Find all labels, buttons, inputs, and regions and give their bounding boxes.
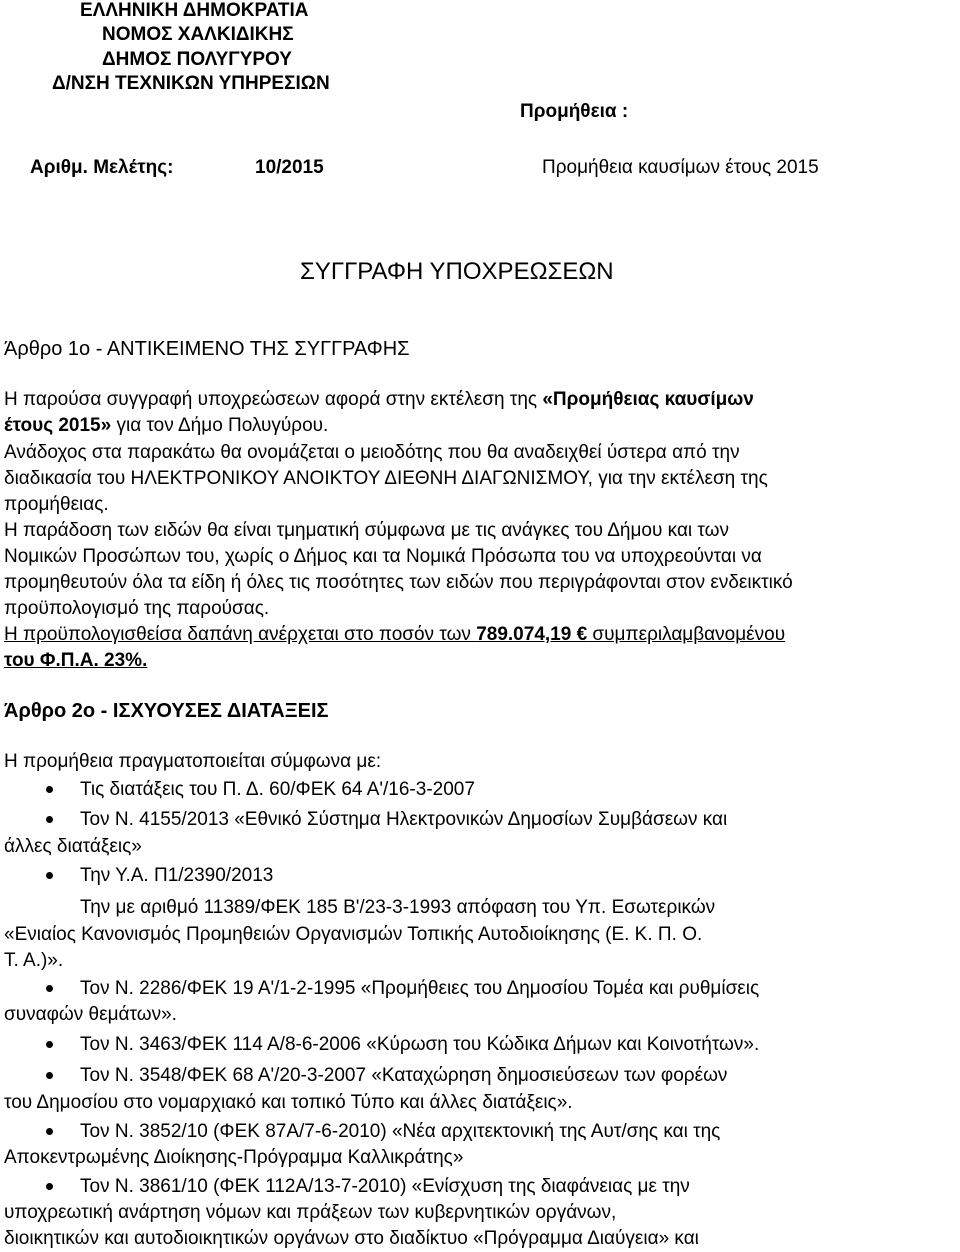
- article1-heading: Άρθρο 1ο - ΑΝΤΙΚΕΙΜΕΝΟ ΤΗΣ ΣΥΓΓΡΑΦΗΣ: [4, 338, 410, 360]
- law-item: Τον Ν. 4155/2013 «Εθνικό Σύστημα Ηλεκτρονικών Δημοσίων Συμβάσεων και: [80, 809, 728, 830]
- law-item-cont: υποχρεωτική ανάρτηση νόμων και πράξεων των κυβερνητικών οργάνων,: [4, 1202, 617, 1223]
- bullet-icon: [46, 872, 53, 879]
- header-country: ΕΛΛΗΝΙΚΗ ΔΗΜΟΚΡΑΤΙΑ: [80, 0, 309, 21]
- article1-line: προμηθευτούν όλα τα είδη ή όλες τις ποσότητες των ειδών που περιγράφονται στον ενδεικτικό: [4, 572, 793, 593]
- law-item-cont: άλλες διατάξεις»: [4, 836, 142, 857]
- study-number: 10/2015: [255, 157, 324, 178]
- law-item-cont: Αποκεντρωμένης Διοίκησης-Πρόγραμμα Καλλικράτης»: [4, 1147, 464, 1168]
- law-item: Τον Ν. 3861/10 (ΦΕΚ 112Α/13-7-2010) «Ενίσχυση της διαφάνειας με την: [80, 1176, 690, 1197]
- bullet-icon: [46, 816, 53, 823]
- article2-intro: Η προμήθεια πραγματοποιείται σύμφωνα με:: [4, 751, 382, 772]
- budget-text: Η προϋπολογισθείσα δαπάνη ανέρχεται στο ποσόν των: [4, 624, 477, 645]
- article2-heading: Άρθρο 2ο - ΙΣΧΥΟΥΣΕΣ ΔΙΑΤΑΞΕΙΣ: [4, 700, 329, 722]
- law-item-cont: Τ. Α.)».: [4, 950, 64, 971]
- supply-label: Προμήθεια :: [520, 101, 629, 122]
- law-item-cont: «Ενιαίος Κανονισμός Προμηθειών Οργανισμών Τοπικής Αυτοδιοίκησης (Ε. Κ. Π. Ο.: [4, 924, 703, 945]
- law-item: Τον Ν. 3463/ΦΕΚ 114 Α/8-6-2006 «Κύρωση του Κώδικα Δήμων και Κοινοτήτων».: [80, 1034, 760, 1055]
- article1-line: Η παρούσα συγγραφή υποχρεώσεων αφορά στην εκτέλεση της «Προμήθειας καυσίμων: [4, 389, 754, 410]
- budget-line: [4, 622, 785, 648]
- article1-line: Η παράδοση των ειδών θα είναι τμηματική σύμφωνα με τις ανάγκες του Δήμου και των: [4, 520, 729, 541]
- law-item: Την με αριθμό 11389/ΦΕΚ 185 Β'/23-3-1993 απόφαση του Υπ. Εσωτερικών: [80, 897, 716, 918]
- budget-amount: 789.074,19 €: [476, 624, 588, 645]
- law-item: Τον Ν. 3548/ΦΕΚ 68 Α'/20-3-2007 «Καταχώρηση δημοσιεύσεων των φορέων: [80, 1065, 728, 1086]
- law-item-cont: του Δημοσίου στο νομαρχιακό και τοπικό Τύπο και άλλες διατάξεις».: [4, 1092, 573, 1113]
- law-item-cont: συναφών θεμάτων».: [4, 1004, 177, 1025]
- article1-line: Ανάδοχος στα παρακάτω θα ονομάζεται ο μειοδότης που θα αναδειχθεί ύστερα από την: [4, 442, 740, 463]
- header-department: Δ/ΝΣΗ ΤΕΧΝΙΚΩΝ ΥΠΗΡΕΣΙΩΝ: [52, 73, 330, 94]
- document-title: ΣΥΓΓΡΑΦΗ ΥΠΟΧΡΕΩΣΕΩΝ: [300, 258, 614, 285]
- article1-line: διαδικασία του ΗΛΕΚΤΡΟΝΙΚΟΥ ΑΝΟΙΚΤΟΥ ΔΙΕΘΝΗ ΔΙΑΓΩΝΙΣΜΟΥ, για την εκτέλεση της: [4, 468, 768, 489]
- budget-text-tail: συμπεριλαμβανομένου: [587, 624, 786, 645]
- bullet-icon: [46, 1128, 53, 1135]
- bullet-icon: [46, 985, 53, 992]
- bullet-icon: [46, 786, 53, 793]
- budget-vat: του Φ.Π.Α. 23%.: [4, 650, 148, 671]
- law-item-cont: διοικητικών και αυτοδιοικητικών οργάνων στο διαδίκτυο «Πρόγραμμα Διαύγεια» και: [4, 1228, 699, 1249]
- law-item: Τον Ν. 3852/10 (ΦΕΚ 87Α/7-6-2010) «Νέα αρχιτεκτονική της Αυτ/σης και της: [80, 1121, 721, 1142]
- bullet-icon: [46, 1072, 53, 1079]
- law-item: Τον Ν. 2286/ΦΕΚ 19 Α'/1-2-1995 «Προμήθειες του Δημοσίου Τομέα και ρυθμίσεις: [80, 978, 760, 999]
- law-item: Τις διατάξεις του Π. Δ. 60/ΦΕΚ 64 Α'/16-3-2007: [80, 779, 475, 800]
- study-label: Αριθμ. Μελέτης:: [30, 157, 174, 178]
- bullet-icon: [46, 1183, 53, 1190]
- article1-line: προϋπολογισμό της παρούσας.: [4, 598, 270, 619]
- header-municipality: ΔΗΜΟΣ ΠΟΛΥΓΥΡΟΥ: [102, 49, 292, 70]
- supply-title: Προμήθεια καυσίμων έτους 2015: [542, 157, 819, 178]
- article1-line: προμήθειας.: [4, 494, 109, 515]
- law-item: Την Υ.Α. Π1/2390/2013: [80, 865, 274, 886]
- header-prefecture: ΝΟΜΟΣ ΧΑΛΚΙΔΙΚΗΣ: [102, 24, 294, 45]
- article1-line: έτους 2015» για τον Δήμο Πολυγύρου.: [4, 415, 329, 436]
- bullet-icon: [46, 1041, 53, 1048]
- article1-line: Νομικών Προσώπων του, χωρίς ο Δήμος και τα Νομικά Πρόσωπα του να υποχρεούνται να: [4, 546, 762, 567]
